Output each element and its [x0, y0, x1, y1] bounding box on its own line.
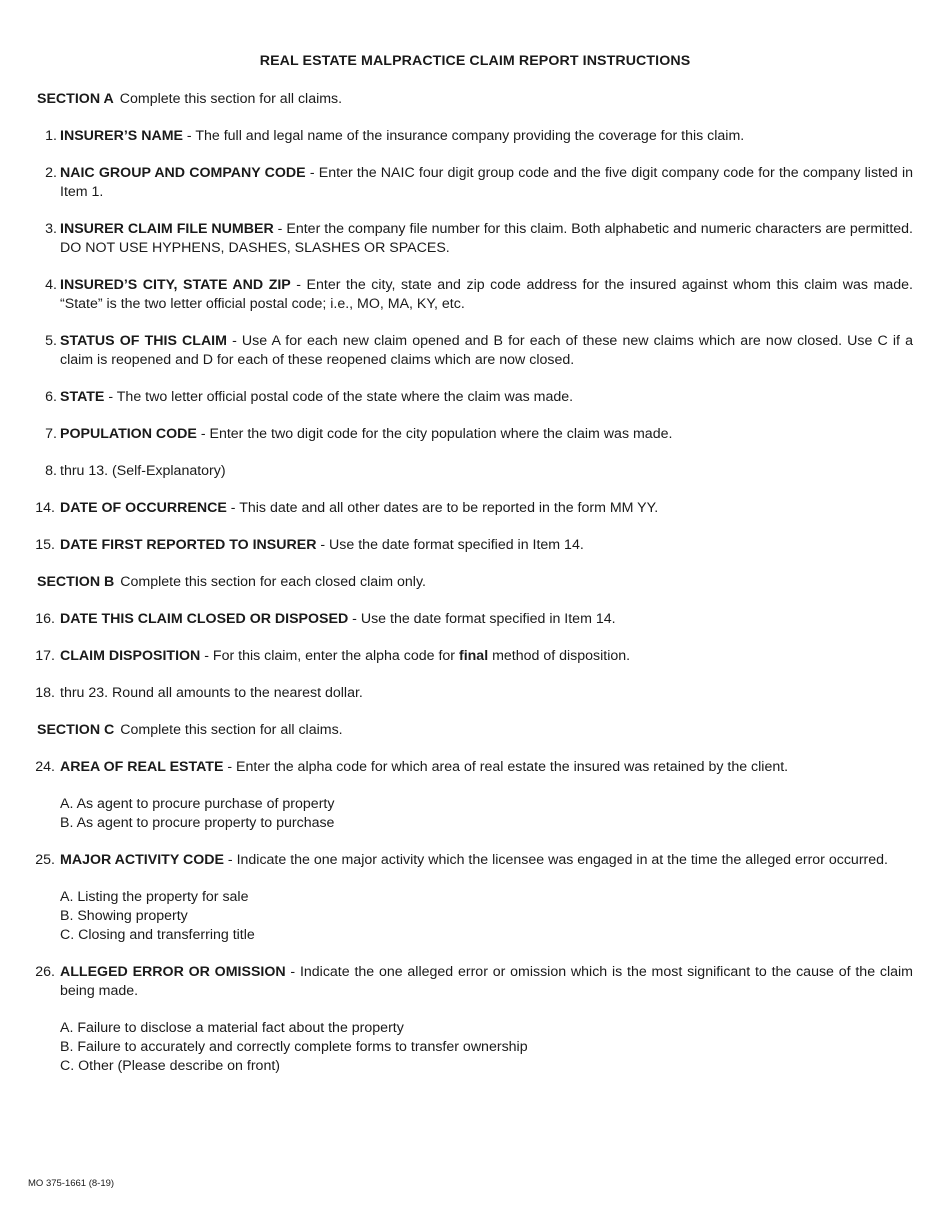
section-b-header: [37, 573, 913, 592]
item-18: [37, 684, 913, 703]
section-text: Complete this section for each closed claim only.: [120, 574, 426, 590]
item-26-options: [37, 1019, 913, 1076]
item-26: [37, 963, 913, 1001]
option-item: A. Listing the property for sale: [60, 889, 249, 905]
item-number: 6.: [45, 389, 57, 405]
item-text: thru 23. Round all amounts to the nearest dollar.: [60, 685, 363, 701]
option-item: B. Failure to accurately and correctly complete forms to transfer ownership: [60, 1039, 528, 1055]
section-label: SECTION A: [37, 91, 114, 107]
item-number: 5.: [45, 333, 57, 349]
item-text: - Enter the city, state and zip code address for the insured against whom this claim was made. “State” is the two letter official postal code; i.e., MO, MA, KY, etc.: [60, 277, 913, 312]
item-emphasis: final: [458, 648, 489, 664]
item-term: ALLEGED ERROR OR OMISSION: [60, 964, 286, 980]
section-c-header: [37, 721, 913, 740]
section-a-header: [37, 90, 913, 109]
item-25-options: [37, 888, 913, 945]
item-term: DATE FIRST REPORTED TO INSURER: [60, 537, 317, 553]
item-1: [37, 127, 913, 146]
item-text: - Enter the alpha code for which area of real estate the insured was retained by the client.: [223, 759, 789, 775]
item-text: - Enter the two digit code for the city population where the claim was made.: [196, 426, 673, 442]
item-text: thru 13. (Self-Explanatory): [60, 463, 226, 479]
item-number: 4.: [45, 277, 57, 293]
item-number: 16.: [35, 611, 55, 627]
item-text: - Enter the company file number for this claim. Both alphabetic and numeric characters are permitted. DO NOT USE HYPHENS, DASHES, SLASHES OR SPACES.: [60, 221, 913, 256]
item-number: 3.: [45, 221, 57, 237]
item-number: 14.: [35, 500, 55, 516]
item-8: [37, 462, 913, 481]
item-number: 7.: [45, 426, 57, 442]
option-item: C. Other (Please describe on front): [60, 1058, 281, 1074]
item-term: POPULATION CODE: [60, 426, 197, 442]
item-term: STATE: [60, 389, 105, 405]
section-label: SECTION C: [37, 722, 115, 738]
item-text: - For this claim, enter the alpha code for: [200, 648, 459, 664]
item-16: [37, 610, 913, 629]
section-label: SECTION B: [37, 574, 115, 590]
item-text: - Enter the NAIC four digit group code and the five digit company code for the company listed in Item 1.: [60, 165, 914, 200]
section-text: Complete this section for all claims.: [119, 91, 343, 107]
item-number: 25.: [35, 852, 55, 868]
form-number: MO 375-1661 (8-19): [28, 1178, 115, 1189]
item-text: - Indicate the one major activity which the licensee was engaged in at the time the alleged error occurred.: [223, 852, 888, 868]
option-item: B. As agent to procure property to purchase: [60, 815, 335, 831]
item-text: - The two letter official postal code of the state where the claim was made.: [104, 389, 574, 405]
item-25: [37, 851, 913, 870]
item-17: [37, 647, 913, 666]
option-item: A. As agent to procure purchase of property: [60, 796, 335, 812]
item-14: [37, 499, 913, 518]
item-text: - Use A for each new claim opened and B for each of these new claims which are now closed. Use C if a claim is reopened and D for each of these reopened claims which are now closed.: [60, 333, 913, 368]
section-text: Complete this section for all claims.: [120, 722, 343, 738]
item-term: CLAIM DISPOSITION: [60, 648, 201, 664]
item-number: 26.: [35, 964, 55, 980]
item-2: [37, 164, 913, 202]
item-number: 18.: [35, 685, 55, 701]
item-number: 24.: [35, 759, 55, 775]
item-term: NAIC GROUP AND COMPANY CODE: [60, 165, 306, 181]
item-text: - Indicate the one alleged error or omission which is the most significant to the cause of the claim being made.: [60, 964, 913, 999]
instructions-page: [37, 52, 913, 1094]
item-term: INSURER CLAIM FILE NUMBER: [60, 221, 274, 237]
item-text: - This date and all other dates are to be reported in the form MM YY.: [226, 500, 659, 516]
item-term: MAJOR ACTIVITY CODE: [60, 852, 224, 868]
item-24-options: [37, 795, 913, 833]
item-number: 8.: [45, 463, 57, 479]
item-text: - Use the date format specified in Item 14.: [316, 537, 584, 553]
option-item: B. Showing property: [60, 908, 188, 924]
item-term: DATE THIS CLAIM CLOSED OR DISPOSED: [60, 611, 349, 627]
item-number: 17.: [35, 648, 55, 664]
item-term: INSURED’S CITY, STATE AND ZIP: [60, 277, 291, 293]
item-text: method of disposition.: [488, 648, 631, 664]
item-number: 15.: [35, 537, 55, 553]
item-term: INSURER’S NAME: [60, 128, 183, 144]
item-7: [37, 425, 913, 444]
page-title: REAL ESTATE MALPRACTICE CLAIM REPORT INSTRUCTIONS: [259, 53, 691, 69]
item-15: [37, 536, 913, 555]
item-24: [37, 758, 913, 777]
item-6: [37, 388, 913, 407]
item-term: DATE OF OCCURRENCE: [60, 500, 227, 516]
item-term: STATUS OF THIS CLAIM: [60, 333, 227, 349]
item-5: [37, 332, 913, 370]
option-item: C. Closing and transferring title: [60, 927, 255, 943]
item-number: 1.: [45, 128, 57, 144]
item-text: - Use the date format specified in Item 14.: [348, 611, 616, 627]
item-number: 2.: [45, 165, 57, 181]
item-3: [37, 220, 913, 258]
item-4: [37, 276, 913, 314]
option-item: A. Failure to disclose a material fact about the property: [60, 1020, 404, 1036]
item-text: - The full and legal name of the insurance company providing the coverage for this claim.: [182, 128, 745, 144]
item-term: AREA OF REAL ESTATE: [60, 759, 224, 775]
